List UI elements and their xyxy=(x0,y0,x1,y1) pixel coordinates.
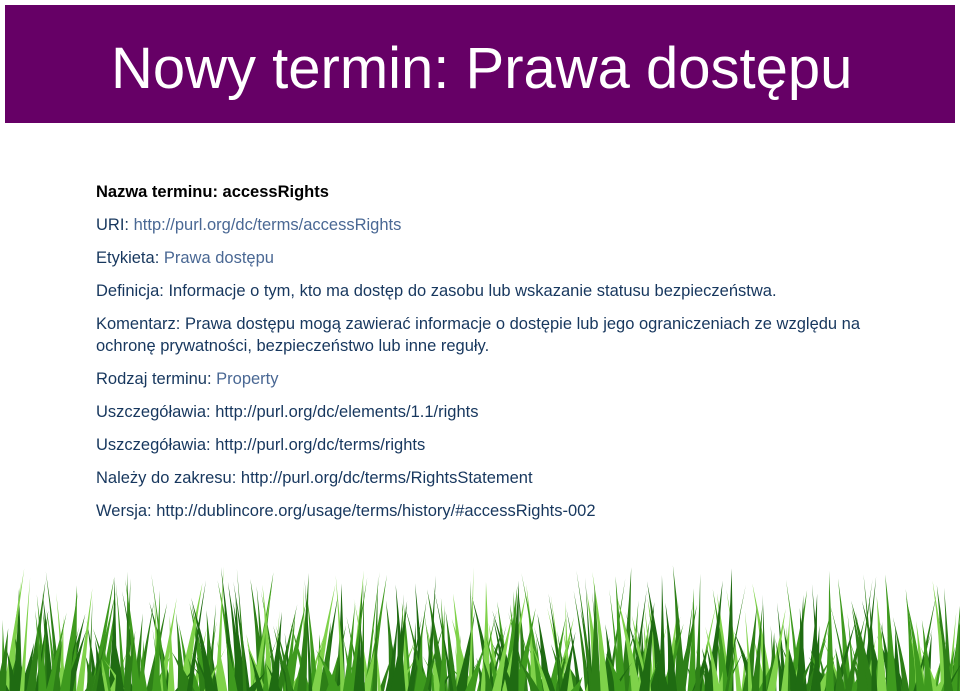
label-label: Etykieta: xyxy=(96,249,160,267)
refines-value: http://purl.org/dc/terms/rights xyxy=(215,436,426,454)
title-banner xyxy=(5,5,955,123)
definition-row xyxy=(96,280,896,302)
definition-value: Informacje o tym, kto ma dostęp do zasobu lub wskazanie statusu bezpieczeństwa. xyxy=(168,282,777,300)
term-name-value: accessRights xyxy=(222,183,329,201)
grass-icon xyxy=(0,555,960,691)
term-type-label: Rodzaj terminu: xyxy=(96,370,212,388)
uri-value: http://purl.org/dc/terms/accessRights xyxy=(133,216,402,234)
comment-row xyxy=(96,313,896,357)
uri-row xyxy=(96,214,896,236)
comment-value: Prawa dostępu mogą zawierać informacje o dostępie lub jego ograniczeniach ze względu na ochronę prywatności, bezpieczeństwo lub inne reguły. xyxy=(96,315,861,355)
comment-label: Komentarz: xyxy=(96,315,181,333)
term-name-label: Nazwa terminu: xyxy=(96,183,218,201)
refines-row xyxy=(96,434,896,456)
term-name-row xyxy=(96,181,896,203)
refines-row xyxy=(96,401,896,423)
range-value: http://purl.org/dc/terms/RightsStatement xyxy=(240,469,533,487)
term-type-row xyxy=(96,368,896,390)
version-value: http://dublincore.org/usage/terms/history/#accessRights-002 xyxy=(156,502,596,520)
range-label: Należy do zakresu: xyxy=(96,469,237,487)
range-row xyxy=(96,467,896,489)
definition-label: Definicja: xyxy=(96,282,164,300)
version-label: Wersja: xyxy=(96,502,152,520)
refines-label: Uszczegóławia: xyxy=(96,436,211,454)
uri-label: URI: xyxy=(96,216,129,234)
term-details xyxy=(96,181,896,533)
term-type-value: Property xyxy=(216,370,279,388)
refines-value: http://purl.org/dc/elements/1.1/rights xyxy=(215,403,479,421)
refines-label: Uszczegóławia: xyxy=(96,403,211,421)
page-title: Nowy termin: Prawa dostępu xyxy=(111,36,853,101)
label-value: Prawa dostępu xyxy=(163,249,274,267)
label-row xyxy=(96,247,896,269)
version-row xyxy=(96,500,896,522)
